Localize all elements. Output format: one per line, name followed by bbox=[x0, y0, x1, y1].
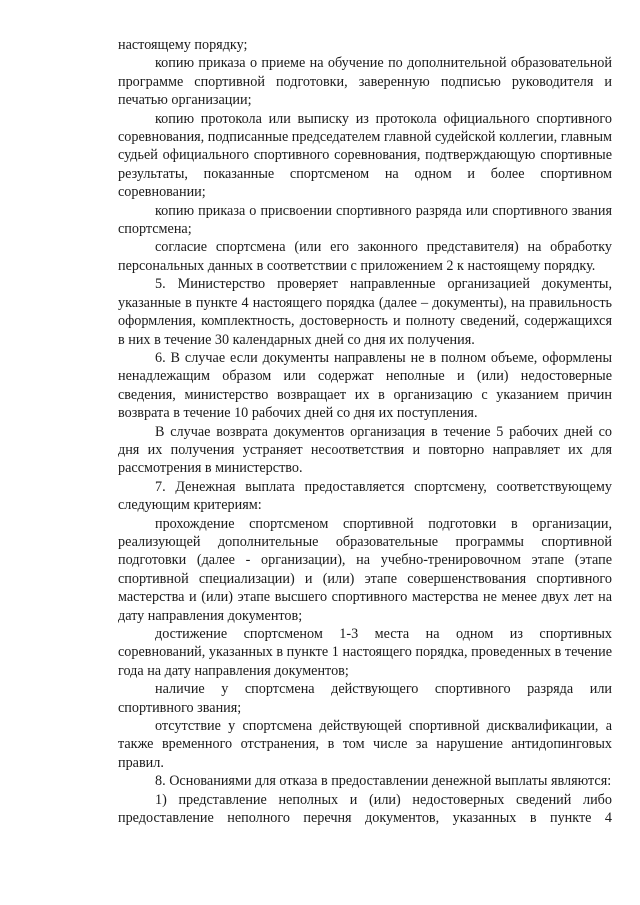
paragraph-item-6: 6. В случае если документы направлены не в полном объеме, оформлены ненадлежащим образом или содержат неполные и (или) недостоверные сведения, министерство возвращает их в организацию с указанием причин возврата в течение 10 рабочих дней со дня их поступления. bbox=[118, 349, 612, 422]
paragraph-criterion-placement: достижение спортсменом 1-3 места на одном из спортивных соревнований, указанных в пункте 1 настоящего порядка, проведенных в течение года на дату направления документов; bbox=[118, 626, 612, 679]
paragraph-item-6-return: В случае возврата документов организация в течение 5 рабочих дней со дня их получения устраняет несоответствия и повторно направляет их для рассмотрения в министерство. bbox=[118, 423, 612, 477]
paragraph-rank-order-copy: копию приказа о присвоении спортивного разряда или спортивного звания спортсмена; bbox=[118, 202, 612, 238]
paragraph-item-7: 7. Денежная выплата предоставляется спортсмену, соответствующему следующим критериям: bbox=[118, 478, 612, 514]
paragraph-protocol-copy: копию протокола или выписку из протокола официального спортивного соревнования, подписанные председателем главной судейской коллегии, главным судьей официального спортивного соревнования, подтверждающую спортивные результаты, показанные спортсменом на одном и более спортивном соревновании; bbox=[118, 110, 612, 201]
paragraph-refusal-ground-1: 1) представление неполных и (или) недостоверных сведений либо предоставление неполного перечня документов, указанных в пункте 4 bbox=[118, 791, 612, 827]
document-page bbox=[118, 36, 612, 827]
paragraph-item-8: 8. Основаниями для отказа в предоставлении денежной выплаты являются: bbox=[155, 773, 612, 790]
paragraph-item-5: 5. Министерство проверяет направленные организацией документы, указанные в пункте 4 настоящего порядка (далее – документы), на правильность оформления, комплектность, достоверность и полноту сведений, содержащихся в них в течение 30 календарных дней со дня их получения. bbox=[118, 276, 612, 348]
paragraph-consent: согласие спортсмена (или его законного представителя) на обработку персональных данных в соответствии с приложением 2 к настоящему порядку. bbox=[118, 239, 612, 274]
paragraph-order-copy: копию приказа о приеме на обучение по дополнительной образовательной программе спортивной подготовки, заверенную подписью руководителя и печатью организации; bbox=[118, 55, 612, 109]
paragraph-criterion-no-disqualification: отсутствие у спортсмена действующей спортивной дисквалификации, а также временного отстранения, в том числе за нарушение антидопинговых правил. bbox=[118, 718, 612, 771]
paragraph-criterion-training: прохождение спортсменом спортивной подготовки в организации, реализующей дополнительные образовательные программы спортивной подготовки (далее - организации), на учебно-тренировочном этапе (этапе спортивной специализации) и (или) этапе совершенствования спортивного мастерства и (или) этапе высшего спортивного мастерства не менее двух лет на дату направления документов; bbox=[118, 515, 612, 624]
paragraph-continuation: настоящему порядку; bbox=[118, 37, 248, 53]
paragraph-criterion-rank: наличие у спортсмена действующего спортивного разряда или спортивного звания; bbox=[118, 681, 612, 716]
